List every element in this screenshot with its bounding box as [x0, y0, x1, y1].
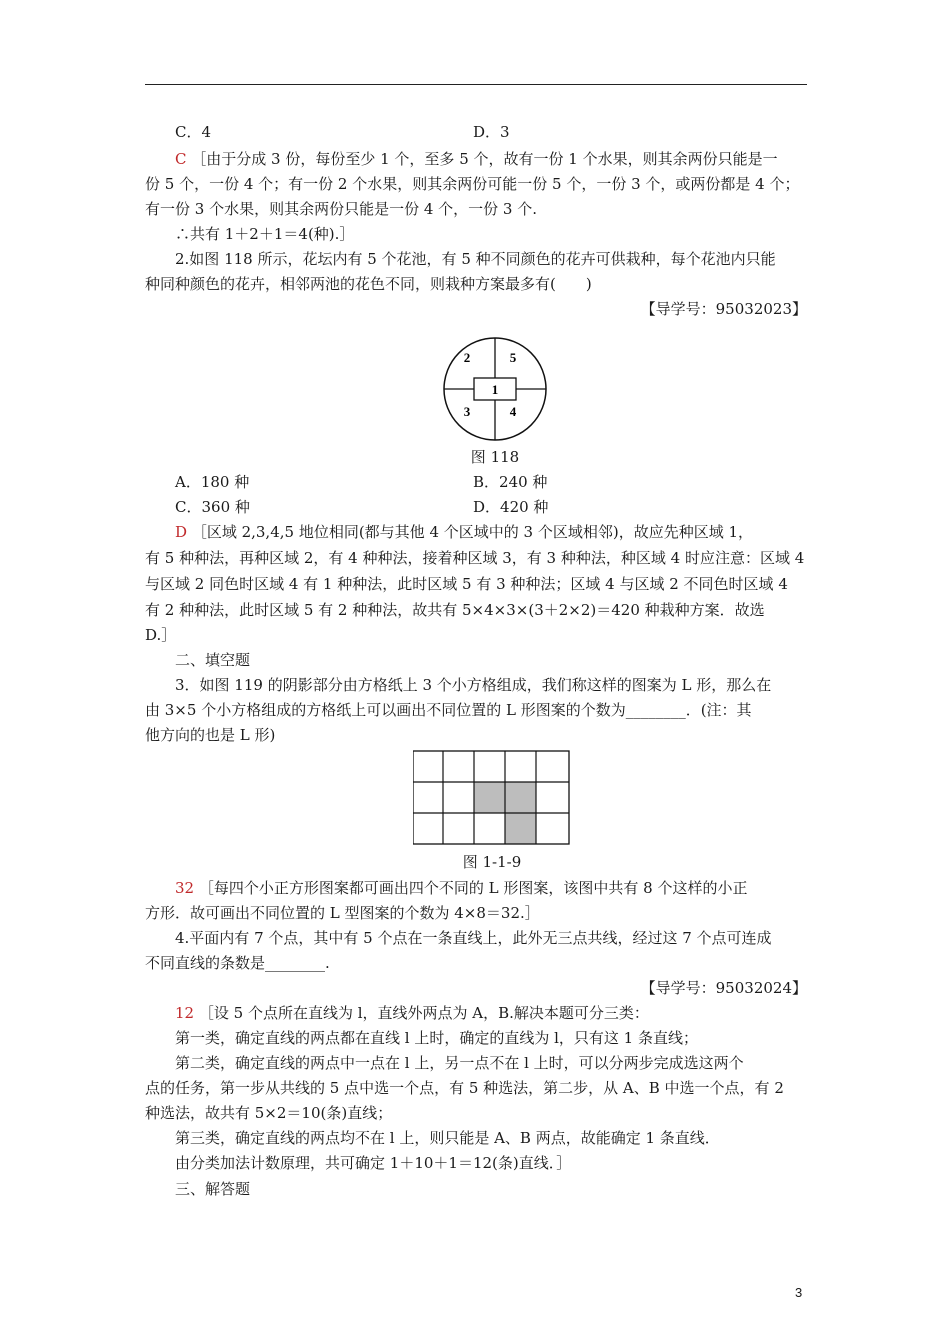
q2-option-d: D．420 种	[473, 498, 549, 516]
grid-figure	[413, 750, 571, 846]
q3-explanation-line-2: 方形．故可画出不同位置的 L 型图案的个数为 4×8＝32.］	[145, 904, 540, 922]
figure-119-caption: 图 1-1-9	[462, 853, 522, 871]
q1-explanation-line-1: C ［由于分成 3 份，每份至少 1 个，至多 5 个，故有一份 1 个水果，则其余两份只能是一	[175, 150, 778, 168]
q2-stem-line-2: 种同种颜色的花卉，相邻两池的花色不同，则栽种方案最多有( )	[145, 275, 592, 293]
q4-explanation-line-7: 由分类加法计数原理，共可确定 1＋10＋1＝12(条)直线．］	[175, 1154, 572, 1172]
figure-118-caption: 图 118	[470, 448, 520, 466]
region-label-1: 1	[491, 382, 499, 397]
q2-explanation-line-3: 与区域 2 同色时区域 4 有 1 种种法，此时区域 5 有 3 种种法；区域 4 与区域 2 不同色时区域 4	[145, 575, 788, 593]
q2-option-b: B．240 种	[473, 473, 548, 491]
q2-reference-number: 【导学号：95032023】	[640, 300, 807, 318]
q4-reference-number: 【导学号：95032024】	[640, 979, 807, 997]
q4-explanation-line-4: 点的任务，第一步从共线的 5 点中选一个点，有 5 种选法，第二步，从 A、B 中选一个点，有 2	[145, 1079, 784, 1097]
region-label-3: 3	[463, 404, 471, 419]
q2-option-a: A．180 种	[175, 473, 250, 491]
q2-stem-line-1: 2.如图 118 所示，花坛内有 5 个花池，有 5 种不同颜色的花卉可供栽种，每个花池内只能	[175, 250, 776, 268]
region-label-5: 5	[509, 350, 517, 365]
q2-option-c: C．360 种	[175, 498, 250, 516]
q1-answer-letter: C	[175, 150, 187, 168]
q1-explanation-line-4: ∴共有 1＋2＋1＝4(种).］	[175, 225, 355, 243]
page-number: 3	[795, 1285, 803, 1300]
q4-explanation-line-2: 第一类，确定直线的两点都在直线 l 上时，确定的直线为 l，只有这 1 条直线；	[175, 1029, 698, 1047]
q1-option-c: C．4	[175, 123, 212, 141]
q4-explanation-line-1: 12 ［设 5 个点所在直线为 l，直线外两点为 A，B.解决本题可分三类：	[175, 1004, 649, 1022]
q4-stem-line-2: 不同直线的条数是________.	[145, 954, 330, 972]
q4-answer: 12	[175, 1004, 195, 1022]
q2-explanation-line-5: D.］	[145, 626, 177, 644]
region-label-4: 4	[509, 404, 517, 419]
region-label-2: 2	[463, 350, 471, 365]
q1-option-d: D．3	[473, 123, 510, 141]
q3-stem-line-2: 由 3×5 个小方格组成的方格纸上可以画出不同位置的 L 形图案的个数为________．(注：其	[145, 701, 752, 719]
q4-explanation-line-5: 种选法，故共有 5×2＝10(条)直线；	[145, 1104, 393, 1122]
q3-stem-line-1: 3．如图 119 的阴影部分由方格纸上 3 个小方格组成，我们称这样的图案为 L 形，那么在	[175, 676, 772, 694]
q3-stem-line-3: 他方向的也是 L 形)	[145, 726, 276, 744]
shaded-cell	[505, 813, 536, 844]
section-fill-in-heading: 二、填空题	[175, 651, 251, 669]
q1-explanation-line-2: 份 5 个，一份 4 个；有一份 2 个水果，则其余两份可能一份 5 个，一份 3 个，或两份都是 4 个；	[145, 175, 800, 193]
flowerbed-figure	[440, 334, 550, 444]
q3-explanation-line-1: 32 ［每四个小正方形图案都可画出四个不同的 L 形图案，该图中共有 8 个这样的小正	[175, 879, 748, 897]
q4-explanation-line-6: 第三类，确定直线的两点均不在 l 上，则只能是 A、B 两点，故能确定 1 条直线．	[175, 1129, 720, 1147]
q2-answer-letter: D	[175, 523, 188, 541]
q2-explanation-line-1: D ［区域 2,3,4,5 地位相同(都与其他 4 个区域中的 3 个区域相邻)，故应先种区域 1，	[175, 523, 754, 541]
q1-explanation-line-3: 有一份 3 个水果，则其余两份只能是一份 4 个，一份 3 个.	[145, 200, 538, 218]
q2-explanation-line-2: 有 5 种种法，再种区域 2，有 4 种种法，接着种区域 3，有 3 种种法，种区域 4 时应注意：区域 4	[145, 549, 805, 567]
section-answer-heading: 三、解答题	[175, 1180, 251, 1198]
q4-stem-line-1: 4.平面内有 7 个点，其中有 5 个点在一条直线上，此外无三点共线，经过这 7 个点可连成	[175, 929, 772, 947]
q3-answer: 32	[175, 879, 195, 897]
q4-explanation-line-3: 第二类，确定直线的两点中一点在 l 上，另一点不在 l 上时，可以分两步完成选这两个	[175, 1054, 744, 1072]
header-rule	[145, 84, 807, 85]
q2-explanation-line-4: 有 2 种种法，此时区域 5 有 2 种种法，故共有 5×4×3×(3＋2×2)＝420 种栽种方案．故选	[145, 601, 765, 619]
